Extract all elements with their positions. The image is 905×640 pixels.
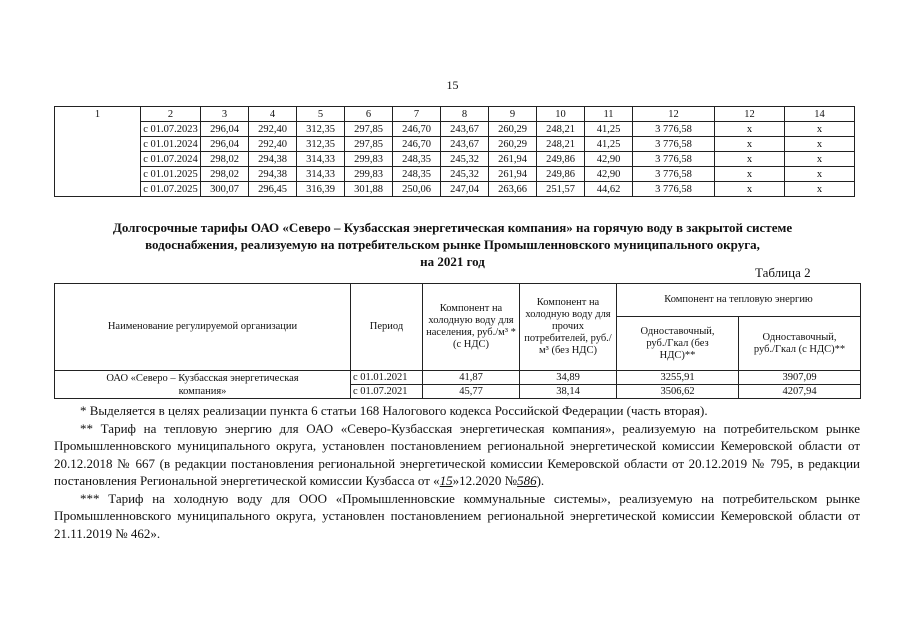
table-row: [55, 371, 861, 385]
table-cell: 250,06: [393, 182, 441, 197]
column-number: 2: [141, 107, 201, 122]
table-cell: с 01.07.2025: [141, 182, 201, 197]
table-cell: 294,38: [249, 152, 297, 167]
column-header-cold-water-population: Компонент на холодную воду для населения, руб./м³ * (с НДС): [423, 284, 520, 371]
period-cell: с 01.07.2021: [351, 385, 423, 399]
footnote-1: * Выделяется в целях реализации пункта 6 статьи 168 Налогового кодекса Российской Федерации (часть вторая).: [80, 403, 708, 418]
empty-cell: [55, 182, 141, 197]
table-cell: 260,29: [489, 122, 537, 137]
table-cell: 3 776,58: [633, 137, 715, 152]
table-cell: 248,35: [393, 152, 441, 167]
table-row: [55, 122, 855, 137]
table-cell: 44,62: [585, 182, 633, 197]
table-cell: 41,25: [585, 137, 633, 152]
handwritten-number: 586: [517, 473, 537, 488]
column-header-cold-water-other: Компонент на холодную воду для прочих потребителей, руб./м³ (без НДС): [520, 284, 617, 371]
empty-cell: [55, 122, 141, 137]
organization-name: ОАО «Северо – Кузбасская энергетическая компания»: [55, 371, 351, 399]
column-number: 6: [345, 107, 393, 122]
table-cell: 292,40: [249, 122, 297, 137]
table-row: [55, 182, 855, 197]
table-cell: 296,04: [201, 122, 249, 137]
table-cell: с 01.07.2024: [141, 152, 201, 167]
table-cell: 3506,62: [617, 385, 739, 399]
table-cell: 41,25: [585, 122, 633, 137]
column-number: 12: [715, 107, 785, 122]
table-header-row: [55, 284, 861, 317]
heading-line: водоснабжения, реализуемую на потребительском рынке Промышленновского муниципального округа,: [145, 237, 760, 252]
table-cell: 297,85: [345, 137, 393, 152]
table-row: [55, 167, 855, 182]
period-cell: с 01.01.2021: [351, 371, 423, 385]
table-cell: с 01.01.2024: [141, 137, 201, 152]
table-cell: 299,83: [345, 167, 393, 182]
column-number: 9: [489, 107, 537, 122]
hot-water-tariff-table: [54, 283, 861, 399]
table-cell: 294,38: [249, 167, 297, 182]
table-cell: 251,57: [537, 182, 585, 197]
column-number: 5: [297, 107, 345, 122]
table-cell: 3 776,58: [633, 182, 715, 197]
table-cell: 42,90: [585, 152, 633, 167]
handwritten-day: 15: [439, 473, 453, 488]
table-cell: 4207,94: [739, 385, 861, 399]
table-cell: 261,94: [489, 167, 537, 182]
table-cell: 314,33: [297, 152, 345, 167]
table-cell: 246,70: [393, 137, 441, 152]
table-cell: 297,85: [345, 122, 393, 137]
table-cell: 243,67: [441, 137, 489, 152]
table-cell: 296,04: [201, 137, 249, 152]
table-cell: 41,87: [423, 371, 520, 385]
column-header-heat-energy: Компонент на тепловую энергию: [617, 284, 861, 317]
footnotes: [54, 402, 860, 542]
table-cell: х: [715, 167, 785, 182]
table-cell: 312,35: [297, 122, 345, 137]
column-header-heat-vat: Одноставочный, руб./Гкал (с НДС)**: [739, 317, 861, 371]
column-number: 4: [249, 107, 297, 122]
table-cell: 261,94: [489, 152, 537, 167]
table-row: [55, 152, 855, 167]
tariff-table-continuation: [54, 106, 855, 197]
table-cell: с 01.01.2025: [141, 167, 201, 182]
table-cell: 34,89: [520, 371, 617, 385]
empty-cell: [55, 167, 141, 182]
table-cell: 312,35: [297, 137, 345, 152]
table-cell: 300,07: [201, 182, 249, 197]
footnote-text: ** Тариф на тепловую энергию для ОАО «Северо-Кузбасская энергетическая компания», реализуемую на потребительском рынке Промышленновского муниципального округа, установлен постановлением региональной энергетической комиссии Кемеровской области от 20.12.2018 № 667 (в редакции постановления региональной энергетической комиссии Кемеровской области от 20.12.2019 № 795, в редакции постановления Региональной энергетической комиссии Кузбасса от «: [54, 420, 860, 488]
table-cell: 314,33: [297, 167, 345, 182]
footnote-2: [54, 420, 860, 490]
column-number: 10: [537, 107, 585, 122]
table-cell: х: [715, 152, 785, 167]
empty-cell: [55, 137, 141, 152]
table-cell: 299,83: [345, 152, 393, 167]
footnote-text: »12.2020 №: [452, 473, 518, 488]
table-cell: 42,90: [585, 167, 633, 182]
table-cell: 245,32: [441, 167, 489, 182]
table-cell: 316,39: [297, 182, 345, 197]
table-cell: 245,32: [441, 152, 489, 167]
table-cell: х: [715, 122, 785, 137]
table-cell: х: [785, 152, 855, 167]
table-cell: 3 776,58: [633, 167, 715, 182]
column-number: 3: [201, 107, 249, 122]
table-cell: 246,70: [393, 122, 441, 137]
table-cell: 3 776,58: [633, 152, 715, 167]
table-cell: с 01.07.2023: [141, 122, 201, 137]
table-cell: х: [785, 122, 855, 137]
heading-line: Долгосрочные тарифы ОАО «Северо – Кузбасская энергетическая компания» на горячую воду в закрытой системе: [112, 220, 793, 235]
table-cell: х: [785, 137, 855, 152]
table-cell: х: [715, 137, 785, 152]
table-cell: 260,29: [489, 137, 537, 152]
table-cell: 248,21: [537, 137, 585, 152]
table-cell: 296,45: [249, 182, 297, 197]
table-header-row: [55, 107, 855, 122]
empty-cell: [55, 152, 141, 167]
table-cell: 247,04: [441, 182, 489, 197]
table-cell: 298,02: [201, 167, 249, 182]
column-number: 8: [441, 107, 489, 122]
table-row: [55, 137, 855, 152]
column-header-period: Период: [351, 284, 423, 371]
table-cell: х: [715, 182, 785, 197]
table-label: Таблица 2: [755, 265, 811, 280]
table-cell: 45,77: [423, 385, 520, 399]
table-cell: 298,02: [201, 152, 249, 167]
heading-line: на 2021 год: [420, 254, 485, 269]
table-cell: 249,86: [537, 152, 585, 167]
table-cell: 3255,91: [617, 371, 739, 385]
table-cell: х: [785, 167, 855, 182]
table-cell: 3907,09: [739, 371, 861, 385]
column-number: 12: [633, 107, 715, 122]
table-cell: 301,88: [345, 182, 393, 197]
table-cell: 249,86: [537, 167, 585, 182]
column-number: 1: [55, 107, 141, 122]
table-cell: 248,35: [393, 167, 441, 182]
column-header-organization: Наименование регулируемой организации: [55, 284, 351, 371]
table-cell: 248,21: [537, 122, 585, 137]
table-cell: 263,66: [489, 182, 537, 197]
section-heading: [40, 219, 865, 270]
page-number: 15: [446, 78, 459, 92]
column-number: 11: [585, 107, 633, 122]
table-cell: 3 776,58: [633, 122, 715, 137]
footnote-3: *** Тариф на холодную воду для ООО «Промышленновские коммунальные системы», реализуемую на потребительском рынке Промышленновского муниципального округа, установлен постановлением региональной энергетической комиссии Кемеровской области от 21.11.2019 № 462».: [54, 490, 860, 541]
column-header-heat-no-vat: Одноставочный, руб./Гкал (без НДС)**: [617, 317, 739, 371]
table-cell: 243,67: [441, 122, 489, 137]
table-cell: 38,14: [520, 385, 617, 399]
table-cell: х: [785, 182, 855, 197]
table-cell: 292,40: [249, 137, 297, 152]
column-number: 14: [785, 107, 855, 122]
footnote-text: ).: [536, 473, 545, 488]
column-number: 7: [393, 107, 441, 122]
